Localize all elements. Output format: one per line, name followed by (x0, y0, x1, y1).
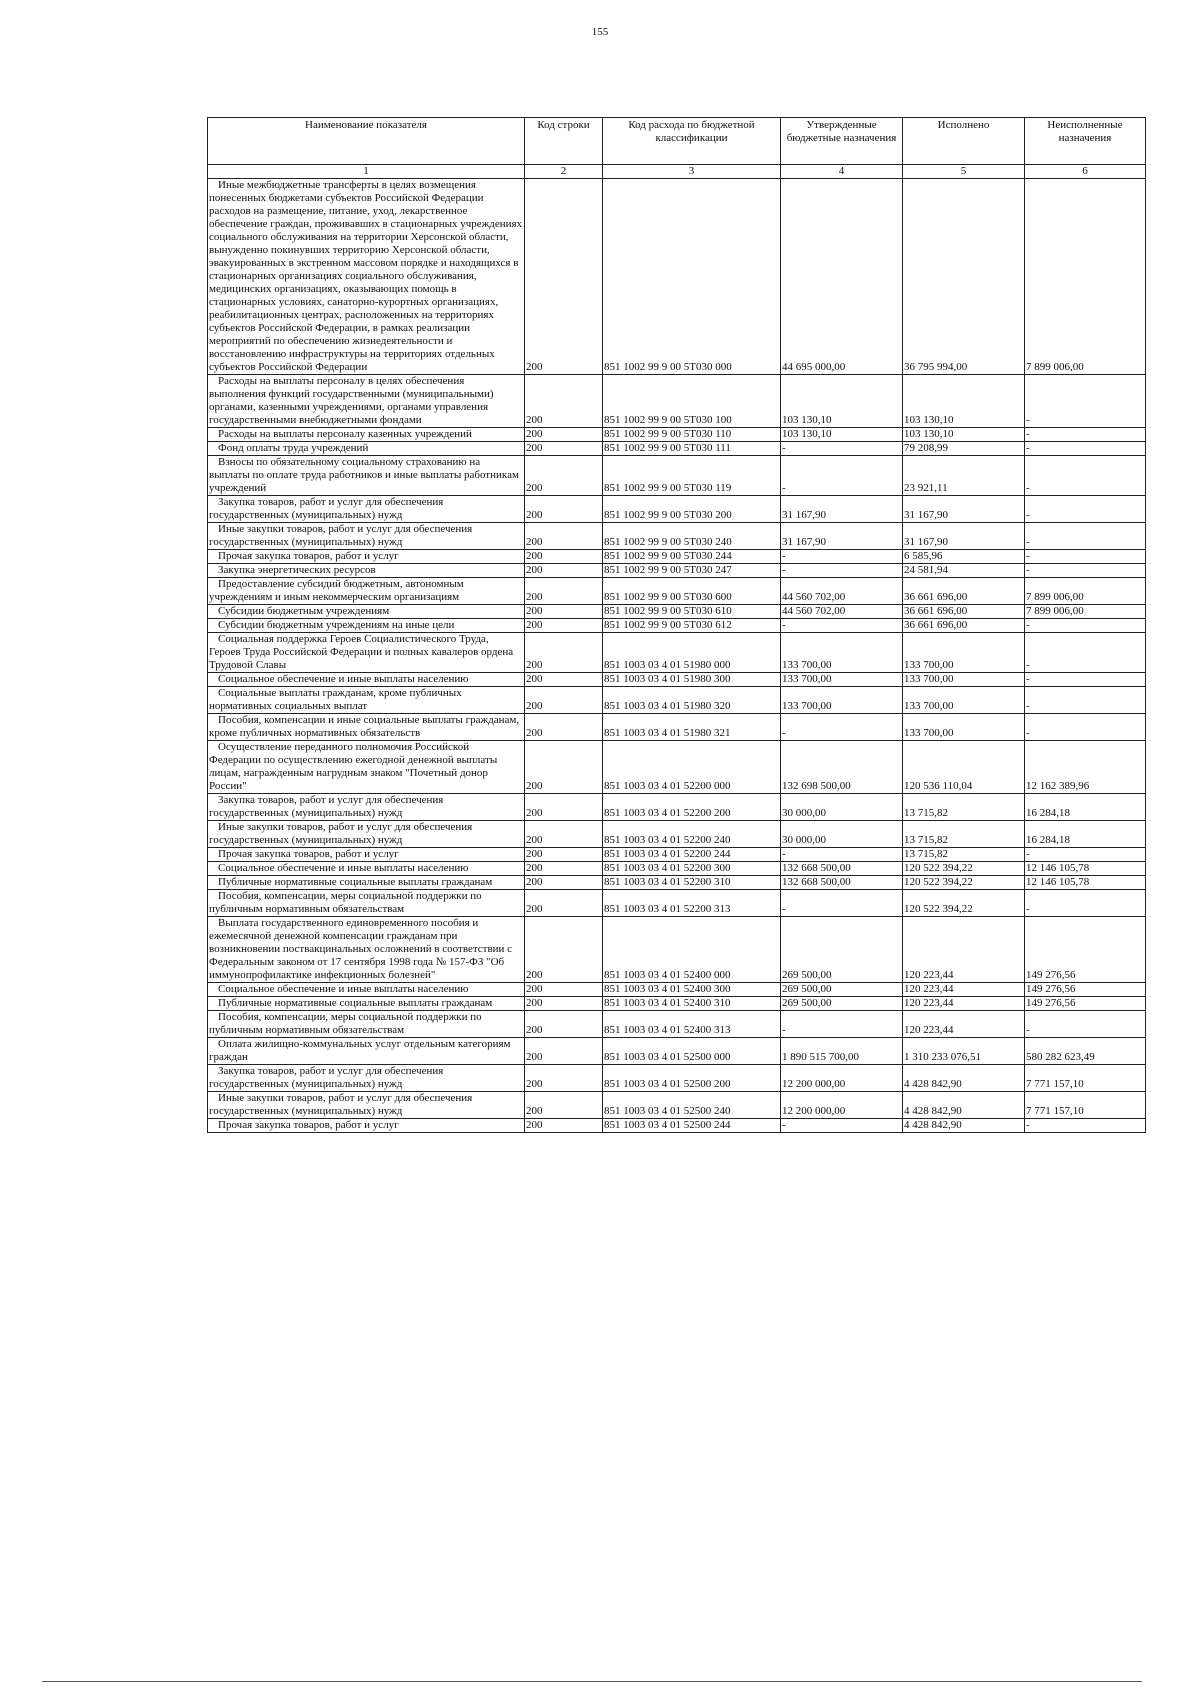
row-unexecuted: 7 771 157,10 (1025, 1065, 1146, 1092)
row-line-code: 200 (525, 821, 603, 848)
row-unexecuted: - (1025, 375, 1146, 428)
table-row (208, 687, 1146, 714)
row-name: Социальное обеспечение и иные выплаты населению (208, 983, 525, 997)
row-unexecuted: - (1025, 673, 1146, 687)
row-name: Прочая закупка товаров, работ и услуг (208, 1119, 525, 1133)
row-expense-code: 851 1002 99 9 00 5Т030 111 (603, 442, 781, 456)
row-expense-code: 851 1003 03 4 01 52200 300 (603, 862, 781, 876)
row-executed: 120 522 394,22 (903, 876, 1025, 890)
row-line-code: 200 (525, 983, 603, 997)
table-row (208, 605, 1146, 619)
row-line-code: 200 (525, 456, 603, 496)
row-approved: 44 560 702,00 (781, 605, 903, 619)
row-approved: 44 695 000,00 (781, 179, 903, 375)
row-expense-code: 851 1003 03 4 01 52500 000 (603, 1038, 781, 1065)
row-unexecuted: - (1025, 523, 1146, 550)
row-name: Выплата государственного единовременного пособия и ежемесячной денежной компенсации гражданам при возникновении поствакцинальных осложнений в соответствии с Федеральным законом от 17 сентября 1998 года № 157-ФЗ "Об иммунопрофилактике инфекционных болезней" (208, 917, 525, 983)
row-line-code: 200 (525, 550, 603, 564)
column-number: 2 (525, 165, 603, 179)
row-executed: 120 223,44 (903, 917, 1025, 983)
column-number: 6 (1025, 165, 1146, 179)
row-executed: 133 700,00 (903, 633, 1025, 673)
row-line-code: 200 (525, 917, 603, 983)
row-unexecuted: 149 276,56 (1025, 917, 1146, 983)
table-row (208, 890, 1146, 917)
row-executed: 13 715,82 (903, 794, 1025, 821)
row-name: Социальное обеспечение и иные выплаты населению (208, 862, 525, 876)
row-line-code: 200 (525, 1065, 603, 1092)
row-unexecuted: - (1025, 619, 1146, 633)
row-expense-code: 851 1002 99 9 00 5Т030 244 (603, 550, 781, 564)
row-line-code: 200 (525, 523, 603, 550)
row-line-code: 200 (525, 605, 603, 619)
row-expense-code: 851 1003 03 4 01 51980 320 (603, 687, 781, 714)
row-approved: 30 000,00 (781, 821, 903, 848)
row-approved: 269 500,00 (781, 983, 903, 997)
row-approved: 133 700,00 (781, 673, 903, 687)
row-approved: 30 000,00 (781, 794, 903, 821)
row-name: Иные закупки товаров, работ и услуг для обеспечения государственных (муниципальных) нужд (208, 523, 525, 550)
row-name: Публичные нормативные социальные выплаты гражданам (208, 997, 525, 1011)
row-line-code: 200 (525, 876, 603, 890)
row-name: Закупка товаров, работ и услуг для обеспечения государственных (муниципальных) нужд (208, 794, 525, 821)
row-line-code: 200 (525, 687, 603, 714)
row-line-code: 200 (525, 1092, 603, 1119)
table-row (208, 821, 1146, 848)
row-approved: 132 698 500,00 (781, 741, 903, 794)
row-executed: 4 428 842,90 (903, 1092, 1025, 1119)
row-expense-code: 851 1002 99 9 00 5Т030 600 (603, 578, 781, 605)
header-line-code: Код строки (525, 118, 603, 165)
row-line-code: 200 (525, 496, 603, 523)
row-approved: 103 130,10 (781, 375, 903, 428)
header-expense-code: Код расхода по бюджетной классификации (603, 118, 781, 165)
row-expense-code: 851 1002 99 9 00 5Т030 119 (603, 456, 781, 496)
row-line-code: 200 (525, 1011, 603, 1038)
row-line-code: 200 (525, 848, 603, 862)
row-line-code: 200 (525, 794, 603, 821)
row-expense-code: 851 1003 03 4 01 51980 000 (603, 633, 781, 673)
row-name: Субсидии бюджетным учреждениям на иные цели (208, 619, 525, 633)
row-expense-code: 851 1003 03 4 01 51980 321 (603, 714, 781, 741)
page-number: 155 (591, 26, 609, 38)
row-approved: 132 668 500,00 (781, 876, 903, 890)
row-unexecuted: 149 276,56 (1025, 997, 1146, 1011)
row-executed: 120 223,44 (903, 983, 1025, 997)
row-approved: 44 560 702,00 (781, 578, 903, 605)
row-name: Социальное обеспечение и иные выплаты населению (208, 673, 525, 687)
row-name: Иные закупки товаров, работ и услуг для обеспечения государственных (муниципальных) нужд (208, 821, 525, 848)
row-expense-code: 851 1003 03 4 01 52200 313 (603, 890, 781, 917)
table-row (208, 917, 1146, 983)
table-row (208, 876, 1146, 890)
table-row (208, 1092, 1146, 1119)
row-approved: - (781, 619, 903, 633)
table-row (208, 456, 1146, 496)
table-row (208, 375, 1146, 428)
row-approved: - (781, 1011, 903, 1038)
row-expense-code: 851 1003 03 4 01 52200 240 (603, 821, 781, 848)
row-name: Социальные выплаты гражданам, кроме публичных нормативных социальных выплат (208, 687, 525, 714)
row-name: Осуществление переданного полномочия Российской Федерации по осуществлению ежегодной денежной выплаты лицам, награжденным нагрудным знаком "Почетный донор России" (208, 741, 525, 794)
row-executed: 36 661 696,00 (903, 605, 1025, 619)
row-approved: 132 668 500,00 (781, 862, 903, 876)
row-unexecuted: 7 899 006,00 (1025, 578, 1146, 605)
row-approved: 133 700,00 (781, 687, 903, 714)
row-executed: 36 661 696,00 (903, 619, 1025, 633)
row-name: Оплата жилищно-коммунальных услуг отдельным категориям граждан (208, 1038, 525, 1065)
table-row (208, 633, 1146, 673)
row-name: Прочая закупка товаров, работ и услуг (208, 848, 525, 862)
row-line-code: 200 (525, 997, 603, 1011)
table-row (208, 619, 1146, 633)
row-unexecuted: - (1025, 1119, 1146, 1133)
row-expense-code: 851 1002 99 9 00 5Т030 240 (603, 523, 781, 550)
row-approved: - (781, 848, 903, 862)
row-approved: - (781, 456, 903, 496)
column-number-row (208, 165, 1146, 179)
row-expense-code: 851 1003 03 4 01 52200 244 (603, 848, 781, 862)
table-row (208, 442, 1146, 456)
row-executed: 24 581,94 (903, 564, 1025, 578)
row-line-code: 200 (525, 714, 603, 741)
row-executed: 120 223,44 (903, 1011, 1025, 1038)
row-line-code: 200 (525, 428, 603, 442)
row-executed: 4 428 842,90 (903, 1119, 1025, 1133)
row-executed: 36 795 994,00 (903, 179, 1025, 375)
table-row (208, 794, 1146, 821)
row-approved: 133 700,00 (781, 633, 903, 673)
row-executed: 4 428 842,90 (903, 1065, 1025, 1092)
table-row (208, 848, 1146, 862)
row-expense-code: 851 1003 03 4 01 52500 244 (603, 1119, 781, 1133)
row-name: Закупка энергетических ресурсов (208, 564, 525, 578)
row-approved: 103 130,10 (781, 428, 903, 442)
row-name: Расходы на выплаты персоналу казенных учреждений (208, 428, 525, 442)
row-executed: 120 522 394,22 (903, 862, 1025, 876)
row-name: Закупка товаров, работ и услуг для обеспечения государственных (муниципальных) нужд (208, 496, 525, 523)
row-unexecuted: - (1025, 564, 1146, 578)
table-row (208, 1065, 1146, 1092)
table-row (208, 428, 1146, 442)
header-indicator-name: Наименование показателя (208, 118, 525, 165)
row-expense-code: 851 1003 03 4 01 52400 000 (603, 917, 781, 983)
row-name: Иные межбюджетные трансферты в целях возмещения понесенных бюджетами субъектов Российской Федерации расходов на размещение, питание, уход, лекарственное обеспечение граждан, проживавших в стационарных учреждениях социального обслуживания на территории Херсонской области, вынужденно покинувших территорию Херсонской области, эвакуированных в экстренном массовом порядке и находящихся в стационарных организациях социального обслуживания, медицинских организациях, оказывающих помощь в стационарных условиях, санаторно-курортных организациях, реабилитационных центрах, расположенных на территориях субъектов Российской Федерации, в рамках реализации мероприятий по обеспечению жизнедеятельности и восстановлению инфраструктуры на территориях отдельных субъектов Российской Федерации (208, 179, 525, 375)
header-unexecuted: Неисполненные назначения (1025, 118, 1146, 165)
row-approved: - (781, 442, 903, 456)
column-number: 3 (603, 165, 781, 179)
row-expense-code: 851 1003 03 4 01 52200 200 (603, 794, 781, 821)
row-unexecuted: 12 146 105,78 (1025, 876, 1146, 890)
row-line-code: 200 (525, 890, 603, 917)
row-unexecuted: - (1025, 714, 1146, 741)
row-executed: 120 536 110,04 (903, 741, 1025, 794)
row-unexecuted: - (1025, 890, 1146, 917)
header-row (208, 118, 1146, 165)
row-unexecuted: - (1025, 456, 1146, 496)
row-unexecuted: 12 146 105,78 (1025, 862, 1146, 876)
row-line-code: 200 (525, 375, 603, 428)
row-line-code: 200 (525, 442, 603, 456)
table-row (208, 714, 1146, 741)
row-expense-code: 851 1002 99 9 00 5Т030 247 (603, 564, 781, 578)
row-name: Прочая закупка товаров, работ и услуг (208, 550, 525, 564)
row-expense-code: 851 1002 99 9 00 5Т030 612 (603, 619, 781, 633)
row-unexecuted: 7 899 006,00 (1025, 605, 1146, 619)
table-row (208, 673, 1146, 687)
row-unexecuted: - (1025, 496, 1146, 523)
column-number: 5 (903, 165, 1025, 179)
row-expense-code: 851 1003 03 4 01 52200 000 (603, 741, 781, 794)
row-line-code: 200 (525, 633, 603, 673)
row-line-code: 200 (525, 619, 603, 633)
table-row (208, 741, 1146, 794)
row-name: Пособия, компенсации, меры социальной поддержки по публичным нормативным обязательствам (208, 1011, 525, 1038)
row-line-code: 200 (525, 741, 603, 794)
row-executed: 103 130,10 (903, 428, 1025, 442)
row-name: Публичные нормативные социальные выплаты гражданам (208, 876, 525, 890)
row-unexecuted: 149 276,56 (1025, 983, 1146, 997)
row-name: Пособия, компенсации и иные социальные выплаты гражданам, кроме публичных нормативных обязательств (208, 714, 525, 741)
row-executed: 133 700,00 (903, 714, 1025, 741)
row-executed: 120 223,44 (903, 997, 1025, 1011)
row-executed: 133 700,00 (903, 687, 1025, 714)
row-expense-code: 851 1002 99 9 00 5Т030 200 (603, 496, 781, 523)
row-unexecuted: 12 162 389,96 (1025, 741, 1146, 794)
header-executed: Исполнено (903, 118, 1025, 165)
table-row (208, 523, 1146, 550)
row-approved: 1 890 515 700,00 (781, 1038, 903, 1065)
row-name: Иные закупки товаров, работ и услуг для обеспечения государственных (муниципальных) нужд (208, 1092, 525, 1119)
row-unexecuted: - (1025, 687, 1146, 714)
row-unexecuted: 7 771 157,10 (1025, 1092, 1146, 1119)
row-line-code: 200 (525, 673, 603, 687)
row-approved: - (781, 550, 903, 564)
row-approved: 31 167,90 (781, 496, 903, 523)
table-row (208, 1038, 1146, 1065)
row-name: Пособия, компенсации, меры социальной поддержки по публичным нормативным обязательствам (208, 890, 525, 917)
row-approved: - (781, 714, 903, 741)
row-approved: - (781, 890, 903, 917)
row-executed: 31 167,90 (903, 523, 1025, 550)
row-executed: 79 208,99 (903, 442, 1025, 456)
row-line-code: 200 (525, 862, 603, 876)
table-row (208, 983, 1146, 997)
row-expense-code: 851 1003 03 4 01 52400 310 (603, 997, 781, 1011)
row-expense-code: 851 1003 03 4 01 51980 300 (603, 673, 781, 687)
table-row (208, 578, 1146, 605)
row-executed: 31 167,90 (903, 496, 1025, 523)
table-row (208, 550, 1146, 564)
row-approved: 12 200 000,00 (781, 1092, 903, 1119)
row-executed: 103 130,10 (903, 375, 1025, 428)
row-unexecuted: - (1025, 428, 1146, 442)
table-row (208, 496, 1146, 523)
row-unexecuted: - (1025, 848, 1146, 862)
row-name: Субсидии бюджетным учреждениям (208, 605, 525, 619)
budget-execution-table (207, 117, 1146, 1133)
row-approved: - (781, 1119, 903, 1133)
row-executed: 13 715,82 (903, 848, 1025, 862)
row-unexecuted: 16 284,18 (1025, 794, 1146, 821)
header-approved: Утвержденные бюджетные назначения (781, 118, 903, 165)
row-approved: 269 500,00 (781, 997, 903, 1011)
row-expense-code: 851 1003 03 4 01 52400 313 (603, 1011, 781, 1038)
row-expense-code: 851 1003 03 4 01 52500 240 (603, 1092, 781, 1119)
row-expense-code: 851 1003 03 4 01 52200 310 (603, 876, 781, 890)
row-name: Закупка товаров, работ и услуг для обеспечения государственных (муниципальных) нужд (208, 1065, 525, 1092)
row-executed: 133 700,00 (903, 673, 1025, 687)
row-name: Предоставление субсидий бюджетным, автономным учреждениям и иным некоммерческим организациям (208, 578, 525, 605)
row-name: Фонд оплаты труда учреждений (208, 442, 525, 456)
row-expense-code: 851 1003 03 4 01 52500 200 (603, 1065, 781, 1092)
row-line-code: 200 (525, 1038, 603, 1065)
row-name: Социальная поддержка Героев Социалистического Труда, Героев Труда Российской Федерации и полных кавалеров ордена Трудовой Славы (208, 633, 525, 673)
table-row (208, 997, 1146, 1011)
row-approved: 12 200 000,00 (781, 1065, 903, 1092)
row-line-code: 200 (525, 1119, 603, 1133)
row-line-code: 200 (525, 179, 603, 375)
row-unexecuted: 7 899 006,00 (1025, 179, 1146, 375)
row-unexecuted: - (1025, 442, 1146, 456)
column-number: 4 (781, 165, 903, 179)
row-unexecuted: - (1025, 633, 1146, 673)
table-row (208, 1119, 1146, 1133)
table-row (208, 179, 1146, 375)
table-row (208, 1011, 1146, 1038)
row-executed: 23 921,11 (903, 456, 1025, 496)
row-name: Взносы по обязательному социальному страхованию на выплаты по оплате труда работников и иные выплаты работникам учреждений (208, 456, 525, 496)
row-unexecuted: 16 284,18 (1025, 821, 1146, 848)
row-unexecuted: 580 282 623,49 (1025, 1038, 1146, 1065)
row-executed: 6 585,96 (903, 550, 1025, 564)
row-unexecuted: - (1025, 1011, 1146, 1038)
row-unexecuted: - (1025, 550, 1146, 564)
row-executed: 13 715,82 (903, 821, 1025, 848)
table-row (208, 862, 1146, 876)
row-expense-code: 851 1002 99 9 00 5Т030 110 (603, 428, 781, 442)
row-expense-code: 851 1002 99 9 00 5Т030 100 (603, 375, 781, 428)
row-line-code: 200 (525, 578, 603, 605)
row-approved: 31 167,90 (781, 523, 903, 550)
row-approved: 269 500,00 (781, 917, 903, 983)
table-row (208, 564, 1146, 578)
page-bottom-rule (42, 1681, 1142, 1682)
row-expense-code: 851 1002 99 9 00 5Т030 000 (603, 179, 781, 375)
row-expense-code: 851 1002 99 9 00 5Т030 610 (603, 605, 781, 619)
row-line-code: 200 (525, 564, 603, 578)
row-executed: 1 310 233 076,51 (903, 1038, 1025, 1065)
row-name: Расходы на выплаты персоналу в целях обеспечения выполнения функций государственными (муниципальными) органами, казенными учреждениями, органами управления государственными внебюджетными фондами (208, 375, 525, 428)
row-expense-code: 851 1003 03 4 01 52400 300 (603, 983, 781, 997)
row-executed: 120 522 394,22 (903, 890, 1025, 917)
row-approved: - (781, 564, 903, 578)
row-executed: 36 661 696,00 (903, 578, 1025, 605)
column-number: 1 (208, 165, 525, 179)
